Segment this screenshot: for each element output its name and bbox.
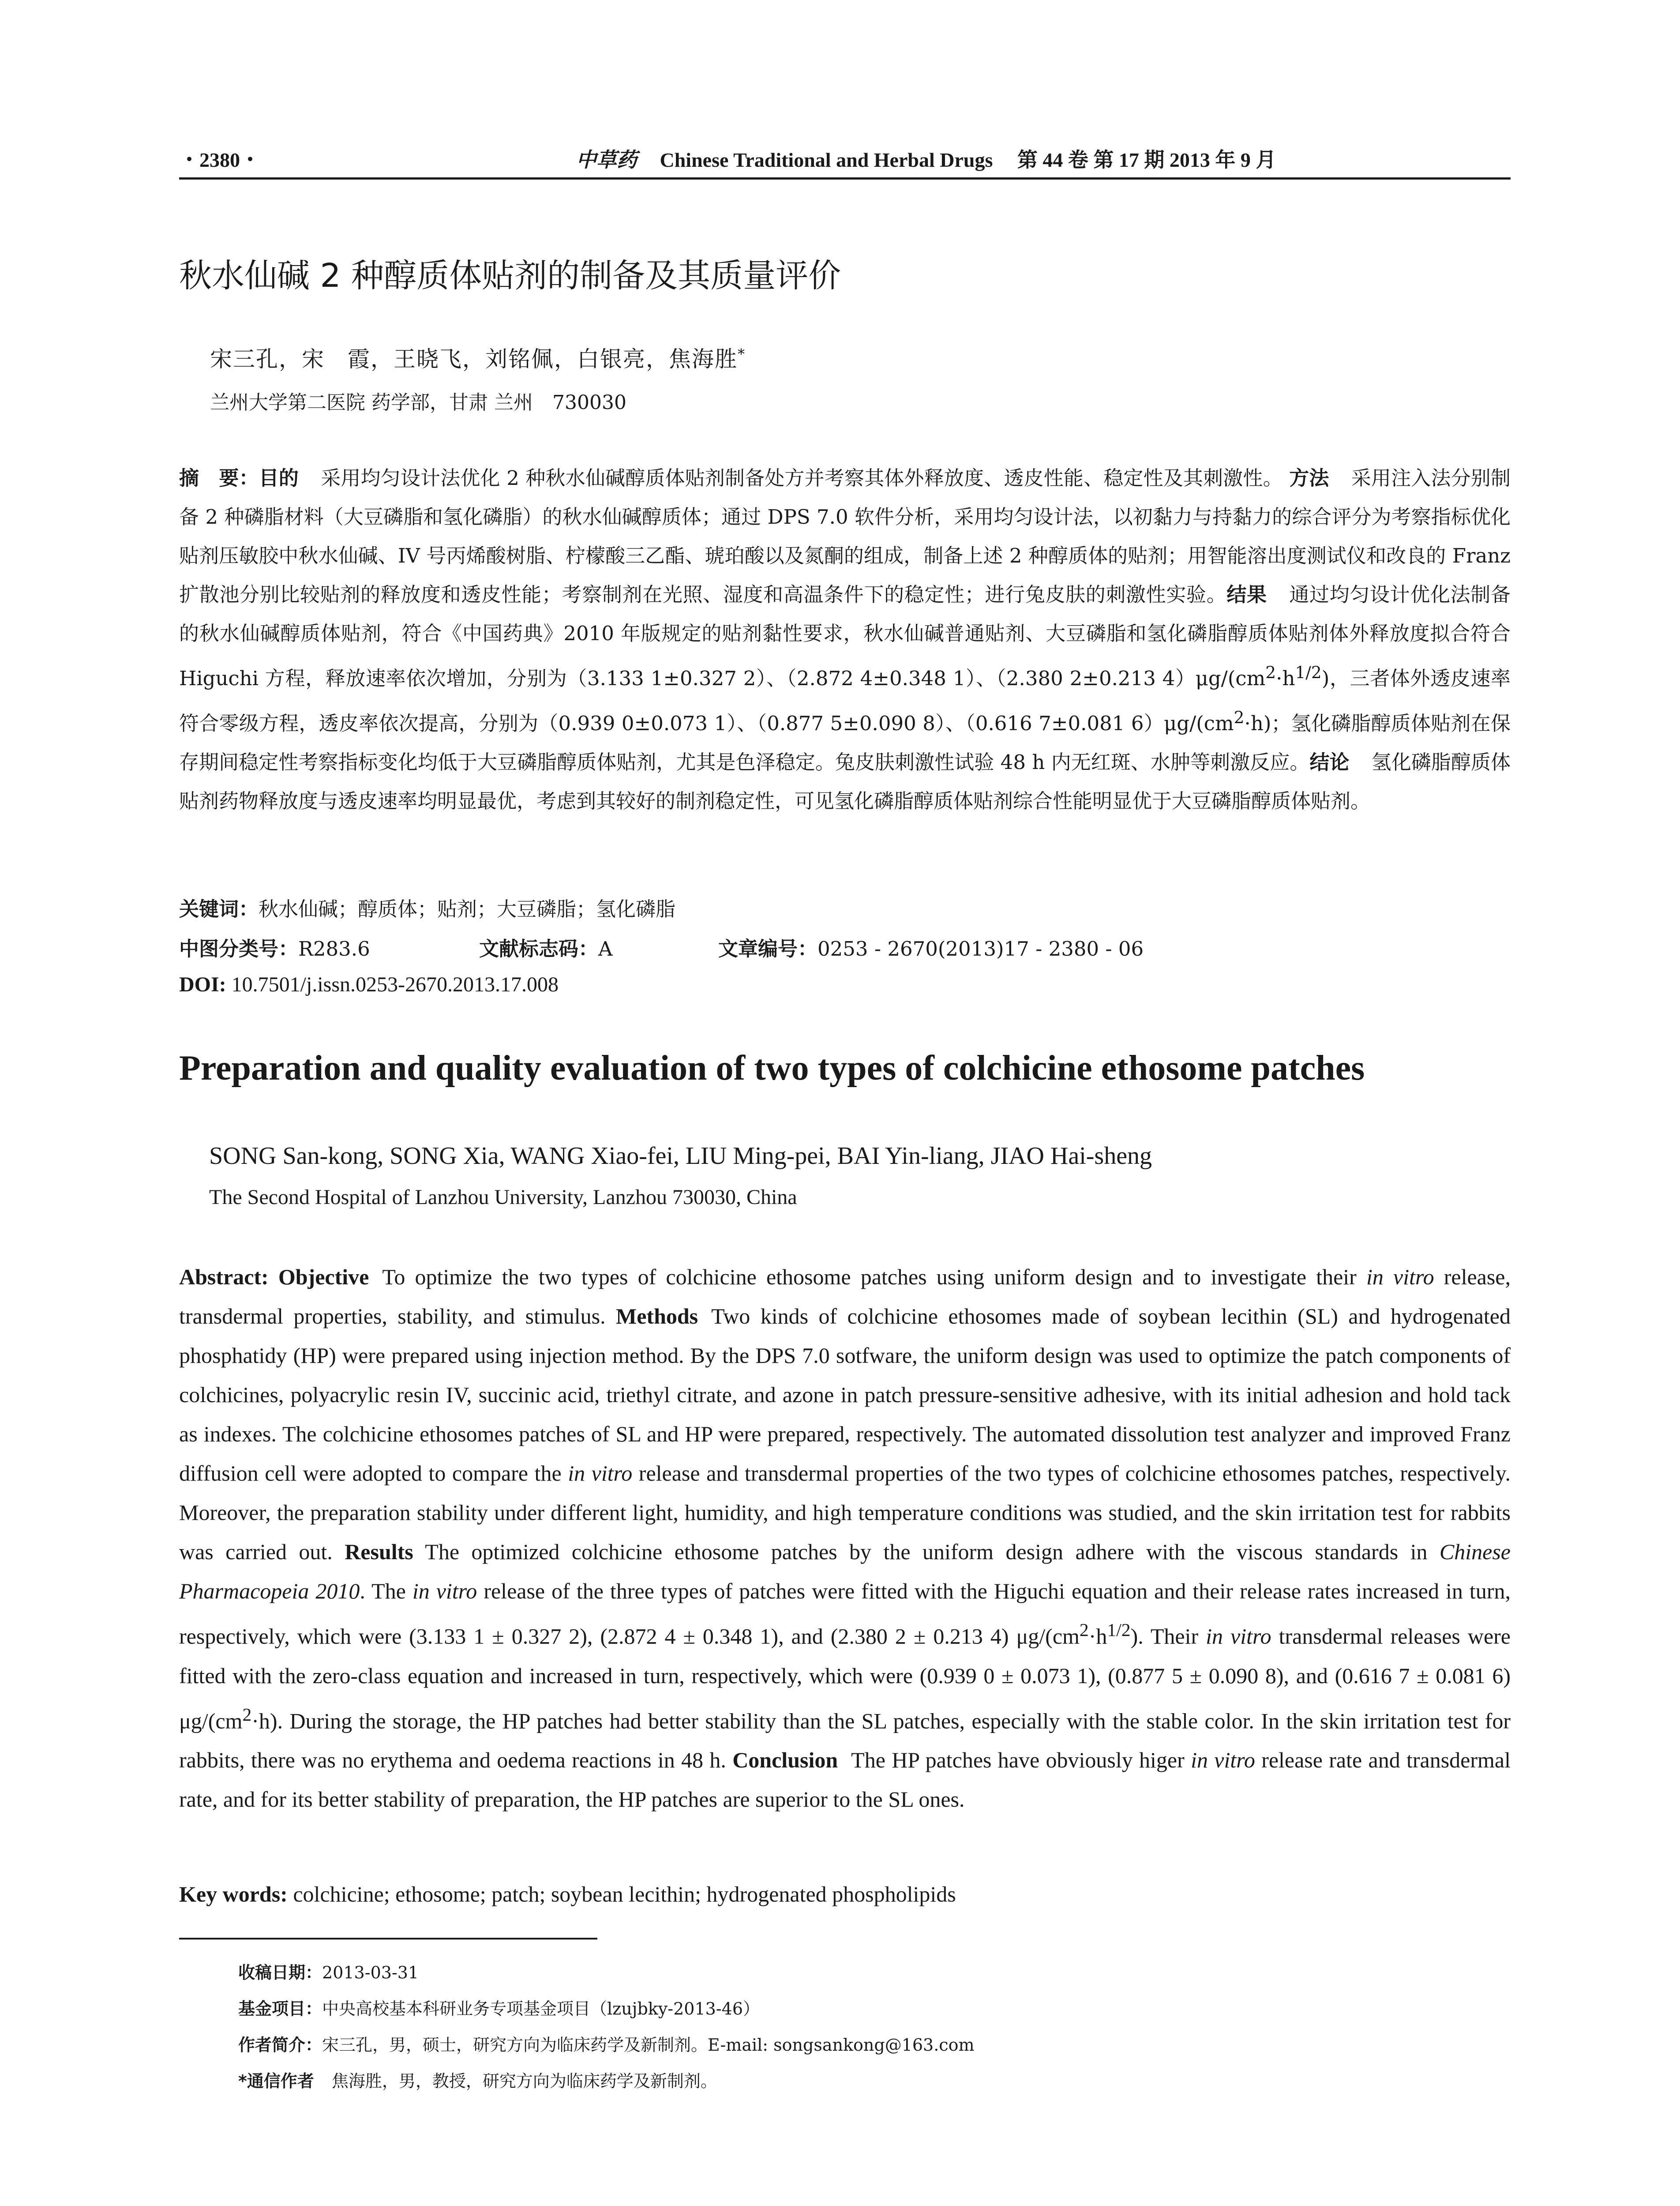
doi-value: 10.7501/j.issn.0253-2670.2013.17.008 [231, 973, 559, 996]
doccode-value: A [598, 937, 613, 960]
footnote-rule [179, 1938, 597, 1940]
en-results-b: . The [360, 1579, 406, 1603]
cn-unit-sup-2: 2 [1234, 708, 1245, 727]
page-number: ・2380・ [179, 149, 260, 171]
en-objective-b: release, transdermal properties, stability, and stimulus. [179, 1264, 1511, 1328]
article-no-label: 文章编号： [718, 937, 818, 960]
received-value: 2013-03-31 [322, 1963, 419, 1982]
en-abstract-label: Abstract: Objective [179, 1264, 369, 1289]
cn-abstract [179, 459, 1511, 821]
cn-abstract-label: 摘 要： [179, 466, 259, 490]
clc-label: 中图分类号： [179, 937, 299, 960]
corresponding-mark: * [738, 345, 746, 363]
running-header [179, 140, 1511, 177]
header-rule [179, 177, 1511, 180]
en-conclusion-a: The HP patches have obviously higer [851, 1748, 1185, 1773]
en-keywords [179, 1881, 956, 1907]
en-unit-mid: ·h [1088, 1624, 1107, 1649]
en-keywords-label: Key words: [179, 1882, 288, 1906]
en-results-label: Results [345, 1539, 413, 1564]
journal-name-cn: 中草药 [576, 148, 637, 172]
fund-value: 中央高校基本科研业务专项基金项目（lzujbky-2013-46） [322, 1999, 760, 2018]
en-results-italic-2: in vitro [412, 1579, 477, 1603]
en-results-d: ). Their [1130, 1624, 1199, 1649]
doi-line [179, 972, 559, 997]
en-unit-sup-half: 1/2 [1107, 1620, 1131, 1640]
cn-keywords-text: 秋水仙碱；醇质体；贴剂；大豆磷脂；氢化磷脂 [259, 897, 676, 921]
fund-label: 基金项目： [238, 1999, 322, 2018]
en-objective-italic: in vitro [1366, 1264, 1434, 1289]
en-unit-sup-1: 2 [1079, 1620, 1089, 1640]
cn-keywords [179, 893, 675, 922]
en-methods-italic: in vitro [568, 1461, 633, 1486]
cn-title: 秋水仙碱 2 种醇质体贴剂的制备及其质量评价 [179, 257, 841, 295]
en-results-italic-3: in vitro [1206, 1624, 1271, 1649]
journal-name-en: Chinese Traditional and Herbal Drugs [660, 149, 993, 171]
doi-label: DOI: [179, 973, 226, 996]
en-authors: SONG San-kong, SONG Xia, WANG Xiao-fei, LIU Ming-pei, BAI Yin-liang, JIAO Hai-sheng [209, 1142, 1152, 1170]
en-title: Preparation and quality evaluation of two types of colchicine ethosome patches [179, 1049, 1365, 1088]
en-abstract [179, 1257, 1511, 1819]
bio-value: 宋三孔，男，硕士，研究方向为临床药学及新制剂。E-mail: songsankong@163.com [322, 2035, 975, 2055]
article-no-value: 0253 - 2670(2013)17 - 2380 - 06 [818, 937, 1144, 960]
en-conclusion-b: release rate and transdermal rate, and for its better stability of preparation, the HP patches are superior to the SL ones. [179, 1748, 1511, 1812]
en-unit-sup-2: 2 [242, 1704, 252, 1725]
en-results-c: release of the three types of patches were fitted with the Higuchi equation and their release rates increased in turn, respectively, which were (3.133 1 ± 0.327 2), (2.872 4 ± 0.348 1), and (2.380 2 ± 0.213 4) μg/(cm [179, 1579, 1511, 1649]
footnote-corresponding [238, 2067, 717, 2092]
footnote-author-bio [238, 2031, 975, 2056]
en-methods-a: Two kinds of colchicine ethosomes made of soybean lecithin (SL) and hydrogenated phosphatidy (HP) were prepared using injection method. By the DPS 7.0 sotfware, the uniform design was used to optimize the patch components of colchicines, polyacrylic resin IV, succinic acid, triethyl citrate, and azone in patch pressure-sensitive adhesive, with its initial adhesion and hold tack as indexes. The colchicine ethosomes patches of SL and HP were prepared, respectively. The automated dissolution test analyzer and improved Franz diffusion cell were adopted to compare the [179, 1304, 1511, 1486]
received-label: 收稿日期： [238, 1963, 322, 1982]
cn-conclusion-label: 结论 [1309, 750, 1350, 774]
en-conclusion-italic: in vitro [1191, 1748, 1255, 1773]
bio-label: 作者简介： [238, 2035, 322, 2055]
cn-keywords-label: 关键词： [179, 897, 259, 921]
cn-results-text-c: ·h)；氢化磷脂醇质体贴剂在保存期间稳定性考察指标变化均低于大豆磷脂醇质体贴剂，尤其是色泽稳定。兔皮肤刺激性试验 48 h 内无红斑、水肿等刺激反应。 [179, 712, 1511, 774]
en-results-e: transdermal releases were fitted with the zero-class equation and increased in turn, respectively, which were (0.939 0 ± 0.073 1), (0.877 5 ± 0.090 8), and (0.616 7 ± 0.081 6) μg/(cm [179, 1624, 1511, 1733]
cn-unit-sup-half: 1/2 [1295, 663, 1322, 682]
journal-issue: 第 44 卷 第 17 期 2013 年 9 月 [1017, 149, 1276, 171]
en-objective-a: To optimize the two types of colchicine ethosome patches using uniform design and to investigate their [382, 1264, 1357, 1289]
footnote-fund [238, 1995, 760, 2019]
cn-results-label: 结果 [1226, 583, 1267, 606]
corresponding-value: 焦海胜，男，教授，研究方向为临床药学及新制剂。 [331, 2071, 717, 2091]
en-results-f: ·h). During the storage, the HP patches had better stability than the SL patches, especially with the stable color. In the skin irritation test for rabbits, there was no erythema and oedema reactions in 48 h. [179, 1708, 1511, 1773]
en-keywords-text: colchicine; ethosome; patch; soybean lecithin; hydrogenated phospholipids [293, 1882, 956, 1906]
en-conclusion-label: Conclusion [732, 1748, 838, 1773]
doccode-label: 文献标志码： [479, 937, 599, 960]
en-results-italic-1: Chinese Pharmacopeia 2010 [179, 1539, 1511, 1603]
cn-objective-text: 采用均匀设计法优化 2 种秋水仙碱醇质体贴剂制备处方并考察其体外释放度、透皮性能、稳定性及其刺激性。 [321, 466, 1283, 490]
cn-unit-sup: 2 [1265, 663, 1276, 682]
en-methods-b: release and transdermal properties of the two types of colchicine ethosomes patches, respectively. Moreover, the preparation stability under different light, humidity, and high temperature conditions was studied, and the skin irritation test for rabbits was carried out. [179, 1461, 1511, 1564]
en-affiliation: The Second Hospital of Lanzhou University, Lanzhou 730030, China [209, 1186, 797, 1209]
clc-value: R283.6 [298, 937, 370, 960]
corresponding-label: *通信作者 [238, 2071, 314, 2091]
cn-author-list: 宋三孔，宋 霞，王晓飞，刘铭佩，白银亮，焦海胜 [210, 346, 738, 372]
cn-methods-label: 方法 [1289, 466, 1329, 490]
cn-classification-line [179, 933, 1144, 961]
cn-methods-text: 采用注入法分别制备 2 种磷脂材料（大豆磷脂和氢化磷脂）的秋水仙碱醇质体；通过 DPS 7.0 软件分析，采用均匀设计法，以初黏力与持黏力的综合评分为考察指标优化贴剂压敏胶中秋水仙碱、IV 号丙烯酸树脂、柠檬酸三乙酯、琥珀酸以及氮酮的组成，制备上述 2 种醇质体的贴剂；用智能溶出度测试仪和改良的 Franz 扩散池分别比较贴剂的释放度和透皮性能；考察制剂在光照、湿度和高温条件下的稳定性；进行兔皮肤的刺激性实验。 [179, 466, 1511, 606]
cn-affiliation: 兰州大学第二医院 药学部，甘肃 兰州 730030 [210, 391, 626, 414]
cn-unit-mid: ·h [1276, 667, 1295, 690]
en-results-a: The optimized colchicine ethosome patches by the uniform design adhere with the viscous standards in [425, 1539, 1428, 1564]
en-methods-label: Methods [616, 1304, 698, 1328]
footnote-received [238, 1959, 419, 1983]
cn-results-text-b: )，三者体外透皮速率符合零级方程，透皮率依次提高，分别为（0.939 0±0.073 1）、（0.877 5±0.090 8）、（0.616 7±0.081 6）μg/(cm [179, 667, 1511, 735]
cn-conclusion-text: 氢化磷脂醇质体贴剂药物释放度与透皮速率均明显最优，考虑到其较好的制剂稳定性，可见氢化磷脂醇质体贴剂综合性能明显优于大豆磷脂醇质体贴剂。 [179, 750, 1511, 813]
cn-objective-label: 目的 [259, 466, 299, 490]
journal-line [576, 144, 1276, 173]
cn-results-text-a: 通过均匀设计优化法制备的秋水仙碱醇质体贴剂，符合《中国药典》2010 年版规定的贴剂黏性要求，秋水仙碱普通贴剂、大豆磷脂和氢化磷脂醇质体贴剂体外释放度拟合符合 Higuchi 方程，释放速率依次增加，分别为（3.133 1±0.327 2）、（2.872 4±0.348 1）、（2.380 2±0.213 4）μg/(cm [179, 583, 1511, 690]
cn-authors [210, 341, 746, 373]
